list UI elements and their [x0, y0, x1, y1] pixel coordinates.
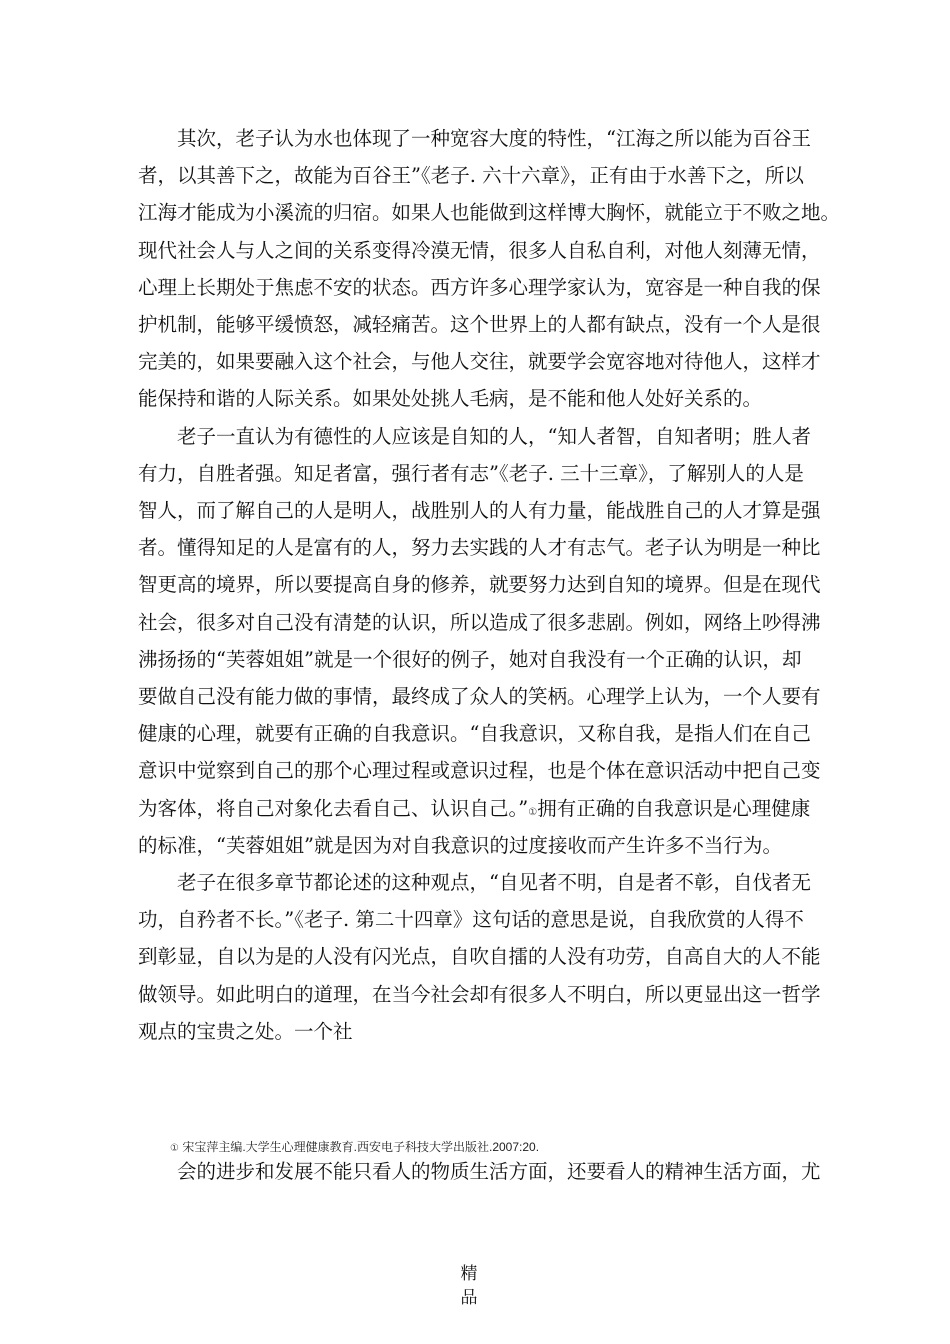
body-line: 其次，老子认为水也体现了一种宽容大度的特性，“江海之所以能为百谷王 — [138, 127, 811, 150]
body-line: 老子在很多章节都论述的这种观点，“自见者不明，自是者不彰，自伐者无 — [138, 871, 811, 894]
body-line — [138, 794, 838, 828]
body-line: 智人，而了解自己的人是明人，战胜别人的人有力量，能战胜自己的人才算是强 — [138, 499, 821, 522]
body-line: 做领导。如此明白的道理，在当今社会却有很多人不明白，所以更显出这一哲学 — [138, 982, 821, 1006]
body-line: 社会，很多对自己没有清楚的认识，所以造成了很多悲剧。例如，网络上吵得沸 — [138, 610, 821, 634]
body-line: 功，自矜者不长。”《老子. 第二十四章》这句话的意思是说，自我欣赏的人得不 — [138, 908, 804, 932]
body-line-text: 拥有正确的自我意识是心理健康 — [537, 796, 811, 820]
body-line: 江海才能成为小溪流的归宿。如果人也能做到这样博大胸怀，就能立于不败之地。 — [138, 201, 841, 225]
body-line: 要做自己没有能力做的事情，最终成了众人的笑柄。心理学上认为，一个人要有 — [138, 685, 821, 708]
body-line: 智更高的境界，所以要提高自身的修养，就要努力达到自知的境界。但是在现代 — [138, 573, 821, 597]
body-line: 的标准，“芙蓉姐姐”就是因为对自我意识的过度接收而产生许多不当行为。 — [138, 833, 782, 857]
body-line: 老子一直认为有德性的人应该是自知的人，“知人者智，自知者明；胜人者 — [138, 424, 811, 448]
body-line: 护机制，能够平缓愤怒，减轻痛苦。这个世界上的人都有缺点，没有一个人是很 — [138, 313, 821, 336]
body-line: 有力，自胜者强。知足者富，强行者有志”《老子. 三十三章》，了解别人的人是 — [138, 461, 804, 485]
body-line: 者，以其善下之，故能为百谷王”《老子. 六十六章》，正有由于水善下之，所以 — [138, 164, 804, 188]
footnote-reference: ① — [528, 806, 538, 818]
footnote-text: 宋宝萍主编.大学生心理健康教育.西安电子科技大学出版社.2007:20. — [182, 1140, 540, 1154]
body-line: 现代社会人与人之间的关系变得冷漠无情，很多人自私自利，对他人刻薄无情， — [138, 238, 821, 262]
body-line: 到彰显，自以为是的人没有闪光点，自吹自擂的人没有功劳，自高自大的人不能 — [138, 945, 821, 969]
continuation-line: 会的进步和发展不能只看人的物质生活方面，还要看人的精神生活方面，尤 — [138, 1160, 821, 1183]
body-line: 者。懂得知足的人是富有的人，努力去实践的人才有志气。老子认为明是一种比 — [138, 536, 821, 560]
body-line: 完美的，如果要融入这个社会，与他人交往，就要学会宽容地对待他人，这样才 — [138, 350, 821, 374]
body-line: 健康的心理，就要有正确的自我意识。“自我意识，又称自我，是指人们在自己 — [138, 722, 811, 746]
footnote — [170, 1138, 539, 1155]
body-line-text: 为客体，将自己对象化去看自己、认识自己。” — [138, 796, 529, 820]
body-line: 能保持和谐的人际关系。如果处处挑人毛病，是不能和他人处好关系的。 — [138, 387, 763, 411]
body-line: 沸扬扬的“芙蓉姐姐”就是一个很好的例子，她对自我没有一个正确的认识，却 — [138, 647, 802, 671]
footnote-marker: ① — [170, 1143, 179, 1154]
page-footer: 精 品 — [460, 1264, 478, 1308]
body-line: 观点的宝贵之处。一个社 — [138, 1019, 353, 1043]
body-line: 心理上长期处于焦虑不安的状态。西方许多心理学家认为，宽容是一种自我的保 — [138, 275, 821, 299]
body-line: 意识中觉察到自己的那个心理过程或意识过程，也是个体在意识活动中把自己变 — [138, 759, 821, 783]
